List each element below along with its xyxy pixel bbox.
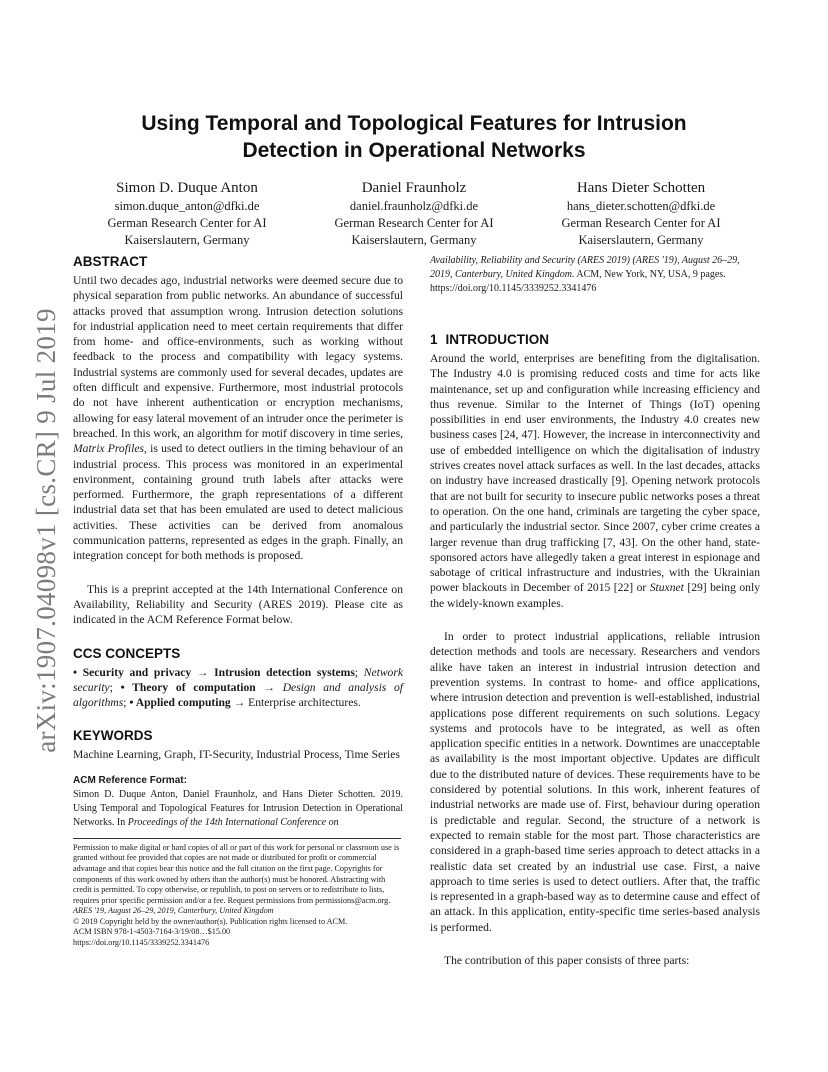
acm-reference-continued: Availability, Reliability and Security (ARES 2019) (ARES '19), August 26–29, 2019, Canterbury, United Kingdom. ACM, New York, NY, USA, 9 pages. https://doi.org/10.1145/3339252.3341476 xyxy=(430,255,740,294)
permission-notice: Permission to make digital or hard copies of all or part of this work for personal or classroom use is granted without fee provided that copies are not made or distributed for profit or commercial advantage and that copies bear this notice and the full citation on the first page. Copyrights for components of this work owned by others than the author(s) must be honored. Abstracting with credit is permitted. To copy otherwise, or republish, to post on servers or to redistribute to lists, requires prior specific permission and/or a fee. Request permissions from permissions@acm.org. xyxy=(73,842,400,905)
keywords-heading: KEYWORDS xyxy=(73,728,153,744)
author-affiliation: German Research Center for AI xyxy=(561,216,721,230)
copyright-line: © 2019 Copyright held by the owner/author(s). Publication rights licensed to ACM. xyxy=(73,916,348,926)
arxiv-identifier: arXiv:1907.04098v1 [cs.CR] 9 Jul 2019 xyxy=(30,307,61,753)
author-affiliation: German Research Center for AI xyxy=(107,216,267,230)
author-name: Daniel Fraunholz xyxy=(361,180,467,196)
acm-reference-heading: ACM Reference Format: xyxy=(73,774,187,786)
preprint-note: This is a preprint accepted at the 14th International Conference on Availability, Reliability and Security (ARES 2019). Please cite as indicated in the ACM Reference Format below. xyxy=(73,582,403,627)
keywords-text: Machine Learning, Graph, IT-Security, Industrial Process, Time Series xyxy=(73,748,400,762)
author-email: daniel.fraunholz@dfki.de xyxy=(349,199,479,213)
title-line-1: Using Temporal and Topological Features for Intrusion xyxy=(141,112,687,135)
author-3 xyxy=(528,178,754,249)
author-name: Simon D. Duque Anton xyxy=(116,180,258,196)
author-block xyxy=(74,178,754,249)
author-location: Kaiserslautern, Germany xyxy=(578,233,704,247)
isbn-line: ACM ISBN 978-1-4503-7164-3/19/08…$15.00 xyxy=(73,927,231,937)
venue-line: ARES '19, August 26–29, 2019, Canterbury, United Kingdom xyxy=(73,906,274,916)
right-column xyxy=(430,254,760,968)
ccs-heading: CCS CONCEPTS xyxy=(73,645,181,661)
intro-paragraph-3: The contribution of this paper consists of three parts: xyxy=(444,953,690,967)
author-location: Kaiserslautern, Germany xyxy=(351,233,477,247)
abstract-heading: ABSTRACT xyxy=(73,254,148,269)
doi-line: https://doi.org/10.1145/3339252.3341476 xyxy=(73,938,210,948)
author-2 xyxy=(301,178,527,249)
paper-title xyxy=(90,110,738,164)
intro-paragraph-1: Around the world, enterprises are benefiting from the digitalisation. The Industry 4.0 is promising reduced costs and time for acts like maintenance, set up and configuration while increasing efficiency and thus revenue. Similar to the Internet of Things (IoT) opening possibilities in end user environments, the Industry 4.0 creates new business cases [24, 47]. However, the increase in interconnectivity and use of embedded intelligence on which the digitalisation of industry strives creates novel attack surfaces as well. In the last decades, attacks on industry have increased drastically [9]. Opening network protocols that are not built for security to insecure public networks poses a threat to operation. On the one hand, criminals are targeting the cyber space, and particularly the industrial sector. Since 2007, cyber crime creates a larger revenue than drug trafficking [7, 43]. On the other hand, state-sponsored actors have allegedly taken a great interest in espionage and sabotage of critical infrastructure and industries, with the Ukrainian power blackouts in December of 2015 [22] or Stuxnet [29] being only the widely-known examples. xyxy=(430,352,760,610)
intro-paragraph-2: In order to protect industrial applications, reliable intrusion detection methods and tools are necessary. Researchers and vendors alike have taken an interest in industrial intrusion detection and prevention systems. In contrast to home- and office applications, where intrusion detection and prevention is well-established, industrial applications pose different requirements on such solutions. Legacy systems and protocols have to be integrated, as well as often application specific entities in a network. Downtimes are unacceptable as availability is the most important objective. Updates are difficult due to the distributed nature of devices. These requirements have to be considered by potential solutions. In this work, inherent features of industrial networks are made use of. First, behaviour during operation is predictable and regular. Second, the structure of a network is expected to remain stable for the most part. Those characteristics are considered in a graph-based time series approach to detect attacks in a realistic data set created by an industrial use case. First, a naive approach to time series is used to detect outliers. After that, the traffic is represented in a graph-based way as to determine cause and effect of an attack. In this application, entity-specific time series-based analysis is performed. xyxy=(430,630,760,934)
left-column xyxy=(73,254,403,949)
author-name: Hans Dieter Schotten xyxy=(576,180,706,196)
footnote-divider xyxy=(73,838,401,839)
acm-reference-text: Simon D. Duque Anton, Daniel Fraunholz, and Hans Dieter Schotten. 2019. Using Temporal and Topological Features for Intrusion Detection in Operational Networks. In Proceedings of the 14th International Conference on xyxy=(73,788,403,828)
author-location: Kaiserslautern, Germany xyxy=(124,233,250,247)
abstract-text: Until two decades ago, industrial networks were deemed secure due to physical separation from public networks. An abundance of successful attacks proved that assumption wrong. Intrusion detection solutions for industrial application need to meet certain requirements that differ from home- and office-environments, such as working without feedback to the process and compatibility with legacy systems. Industrial systems are commonly used for several decades, updates are often difficult and expensive. Furthermore, most industrial protocols do not have inherent authentication or encryption mechanisms, allowing for easy lateral movement of an intruder once the perimeter is breached. In this work, an algorithm for motif discovery in time series, Matrix Profiles, is used to detect outliers in the timing behaviour of an industrial process. This process was monitored in an experimental environment, containing ground truth labels after attacks were performed. Furthermore, the graph representations of a different industrial data set that has been emulated are used to detect malicious activities. These activities can be derived from anomalous communication patterns, represented as edges in the graph. Finally, an integration concept for both methods is proposed. xyxy=(73,274,404,563)
author-affiliation: German Research Center for AI xyxy=(334,216,494,230)
author-email: simon.duque_anton@dfki.de xyxy=(114,199,260,213)
title-line-2: Detection in Operational Networks xyxy=(242,139,586,162)
author-1 xyxy=(74,178,300,249)
author-email: hans_dieter.schotten@dfki.de xyxy=(566,199,716,213)
intro-heading: 1 INTRODUCTION xyxy=(430,332,550,347)
ccs-concepts: • Security and privacy → Intrusion detection systems; Network security; • Theory of computation → Design and analysis of algorithms; • Applied computing → Enterprise architectures. xyxy=(73,665,404,710)
